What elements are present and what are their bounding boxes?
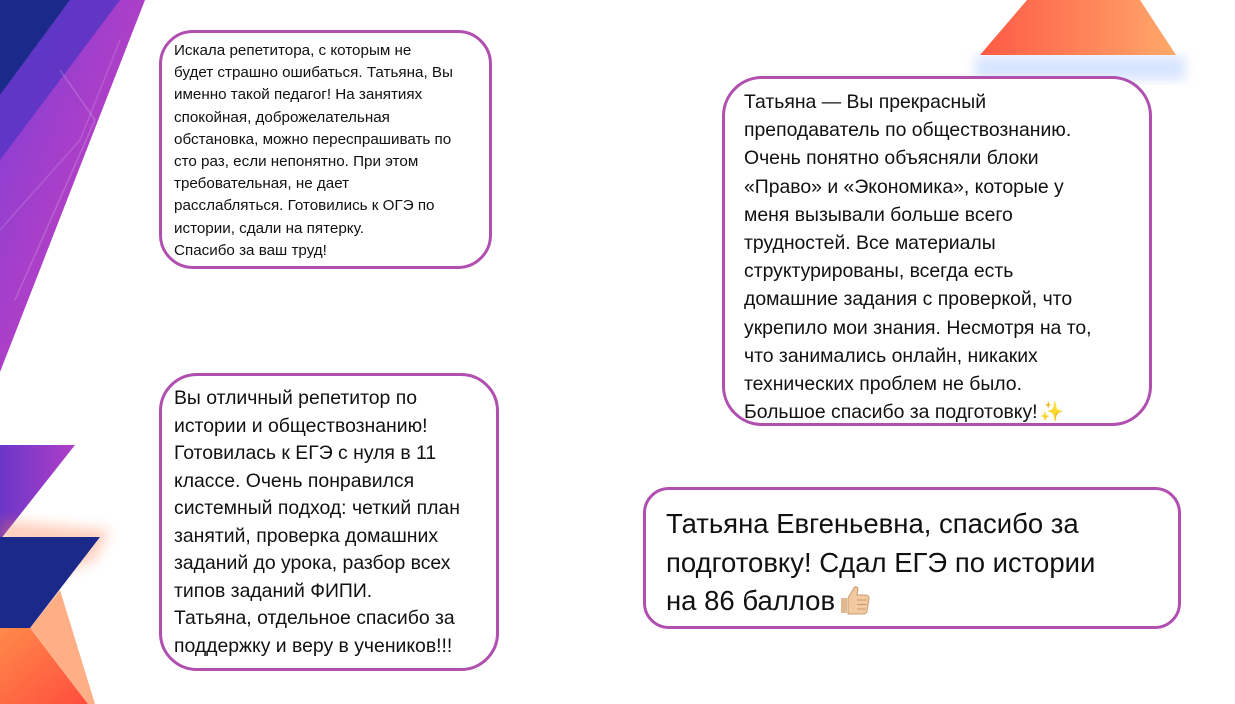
review-card-2 [722, 76, 1152, 426]
top-left-band-shape [0, 0, 145, 372]
sparkles-icon: ✨ [1039, 401, 1064, 424]
review-text-1: Искала репетитора, с которым не будет страшно ошибаться. Татьяна, Вы именно такой педагог! На занятиях спокойная, доброжелательная обстановка, можно переспрашивать по сто раз, если непонятно. При этом требовательная, не дает расслабляться. Готовились к ОГЭ по истории, сдали на пятерку. Спасибо за ваш труд! [174, 42, 453, 259]
review-card-3 [159, 373, 499, 671]
thumbs-up-icon [837, 584, 871, 616]
review-text-2-container [744, 88, 1141, 426]
review-card-4 [643, 487, 1181, 629]
review-text-3: Вы отличный репетитор по истории и обществознанию! Готовилась к ЕГЭ с нуля в 11 классе. Очень понравился системный подход: четкий план занятий, проверка домашних заданий до урока, разбор всех типов заданий ФИПИ. Татьяна, отдельное спасибо за поддержку и веру в учеников!!! [174, 387, 460, 657]
review-text-4-container [666, 505, 1168, 621]
review-text-4: Татьяна Евгеньевна, спасибо за подготовку! Сдал ЕГЭ по истории на 86 баллов [666, 508, 1096, 616]
bottom-left-triangles-shape [0, 445, 110, 704]
top-right-triangle-shape [975, 0, 1185, 80]
review-text-2: Татьяна — Вы прекрасный преподаватель по обществознанию. Очень понятно объясняли блоки «Право» и «Экономика», которые у меня вызывали больше всего трудностей. Все материалы структурированы, всегда есть домашние задания с проверкой, что укрепило мои знания. Несмотря на то, что занимались онлайн, никаких технических проблем не было. Большое спасибо за подготовку! [744, 91, 1092, 424]
review-card-1 [159, 30, 492, 269]
